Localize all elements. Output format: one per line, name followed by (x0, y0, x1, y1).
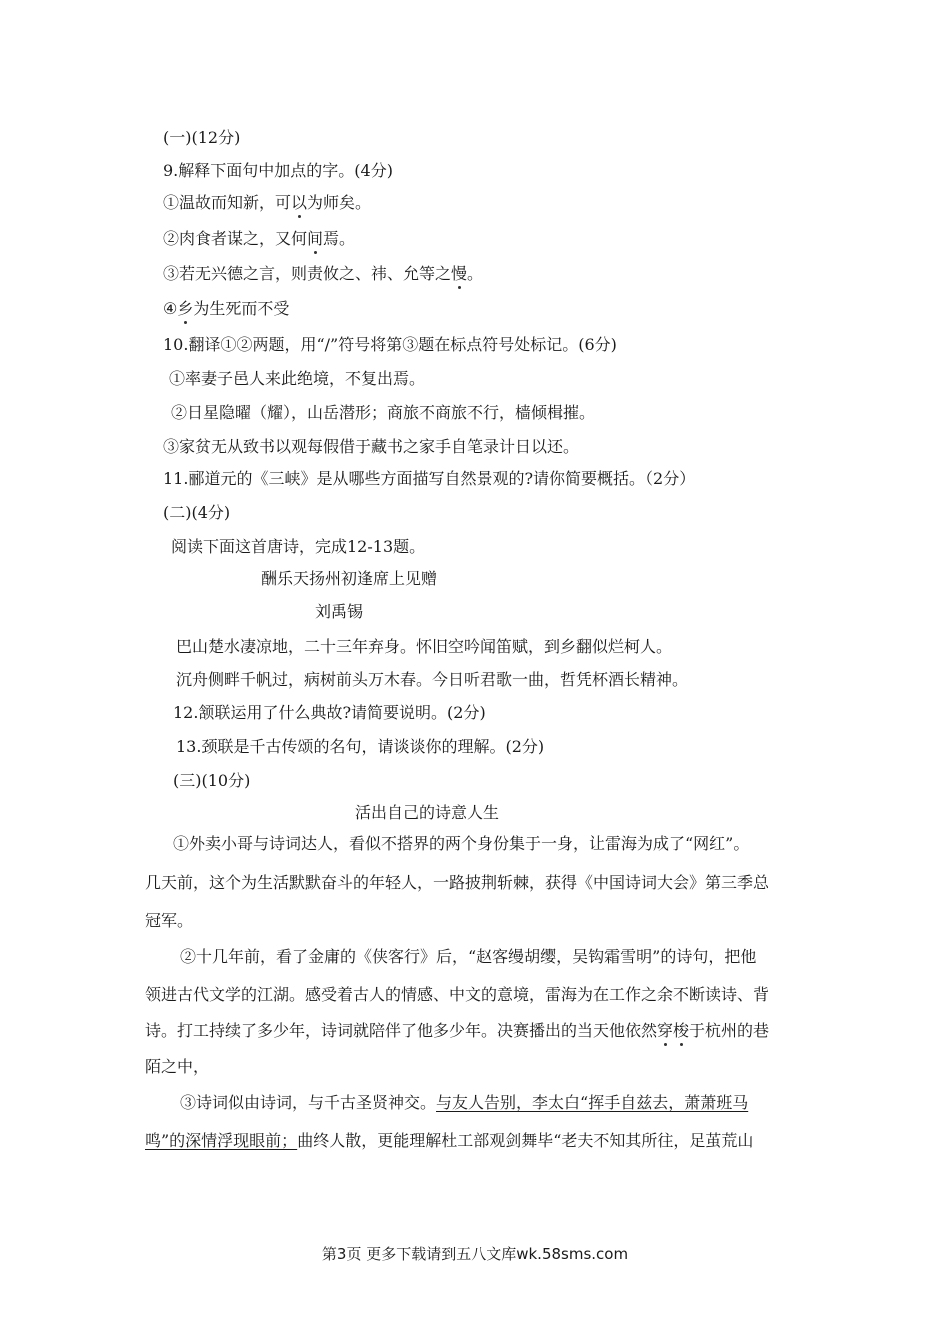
article-p2-line-1: ②十几年前，看了金庸的《侠客行》后，“赵客缦胡缨，吴钩霜雪明”的诗句，把他 (180, 947, 757, 966)
q9-item-2: ②肉食者谋之，又何间焉。 (163, 229, 356, 248)
article-p3-line-2: 鸣”的深情浮现眼前；曲终人散，更能理解杜工部观剑舞毕“老夫不知其所往，足茧荒山 (145, 1131, 754, 1150)
q9-title: 9.解释下面句中加点的字。(4分) (163, 161, 393, 180)
section-3-header: (三)(10分) (173, 771, 251, 790)
q11-title: 11.郦道元的《三峡》是从哪些方面描写自然景观的?请你简要概括。（2分） (163, 469, 696, 488)
section-2-header: (二)(4分) (163, 503, 231, 522)
underlined-text: 与友人告别，李太白“挥手自兹去，萧萧班马 (436, 1093, 749, 1112)
dotted-char: 梭 (673, 1021, 690, 1040)
poem-line-2: 沉舟侧畔千帆过，病树前头万木春。今日听君歌一曲，哲凭杯酒长精神。 (176, 670, 689, 689)
q10-item-2: ②日星隐曜（耀），山岳潜形；商旅不商旅不行，樯倾楫摧。 (171, 403, 596, 422)
dotted-char: 间 (307, 229, 324, 248)
q12-title: 12.颔联运用了什么典故?请简要说明。(2分) (173, 703, 486, 722)
q10-item-1: ①率妻子邑人来此绝境，不复出焉。 (169, 369, 426, 388)
q9-item-1: ①温故而知新，可以为师矣。 (163, 193, 372, 212)
q10-title: 10.翻译①②两题，用“/”符号将第③题在标点符号处标记。(6分) (163, 335, 617, 354)
article-p2-line-2: 领进古代文学的江湖。感受着古人的情感、中文的意境，雷海为在工作之余不断读诗、背 (145, 985, 770, 1004)
dotted-char: 以 (291, 193, 308, 212)
article-p2-line-4: 陌之中， (145, 1057, 210, 1076)
dotted-char: 慢 (451, 264, 468, 283)
poem-line-1: 巴山楚水凄凉地，二十三年弃身。怀旧空吟闻笛赋，到乡翻似烂柯人。 (176, 637, 673, 656)
article-p2-line-3: 诗。打工持续了多少年，诗词就陪伴了他多少年。决赛播出的当天他依然穿梭于杭州的巷 (145, 1021, 770, 1040)
article-p1-line-3: 冠军。 (145, 911, 194, 930)
article-p3-line-1: ③诗词似由诗词，与千古圣贤神交。与友人告别，李太白“挥手自兹去，萧萧班马 (180, 1093, 749, 1112)
poem-intro: 阅读下面这首唐诗，完成12-13题。 (171, 537, 426, 556)
dotted-char: 穿 (657, 1021, 674, 1040)
q9-item-4: ④乡为生死而不受 (163, 299, 290, 318)
q9-item-3: ③若无兴德之言，则责攸之、祎、允等之慢。 (163, 264, 484, 283)
dotted-char: 乡 (177, 299, 194, 318)
page-footer: 第3页 更多下载请到五八文库wk.58sms.com (321, 1245, 629, 1263)
section-1-header: (一)(12分) (163, 128, 241, 147)
poem-title: 酬乐天扬州初逢席上见赠 (261, 569, 438, 588)
article-title: 活出自己的诗意人生 (355, 803, 500, 822)
article-p1-line-2: 几天前，这个为生活默默奋斗的年轻人，一路披荆斩棘，获得《中国诗词大会》第三季总 (145, 873, 770, 892)
underlined-text: 鸣”的深情浮现眼前； (145, 1131, 298, 1150)
q10-item-3: ③家贫无从致书以观每假借于藏书之家手自笔录计日以还。 (163, 437, 580, 456)
article-p1-line-1: ①外卖小哥与诗词达人，看似不搭界的两个身份集于一身，让雷海为成了“网红”。 (173, 834, 750, 853)
poem-author: 刘禹锡 (315, 602, 364, 621)
q13-title: 13.颈联是千古传颂的名句，请谈谈你的理解。(2分) (176, 737, 545, 756)
